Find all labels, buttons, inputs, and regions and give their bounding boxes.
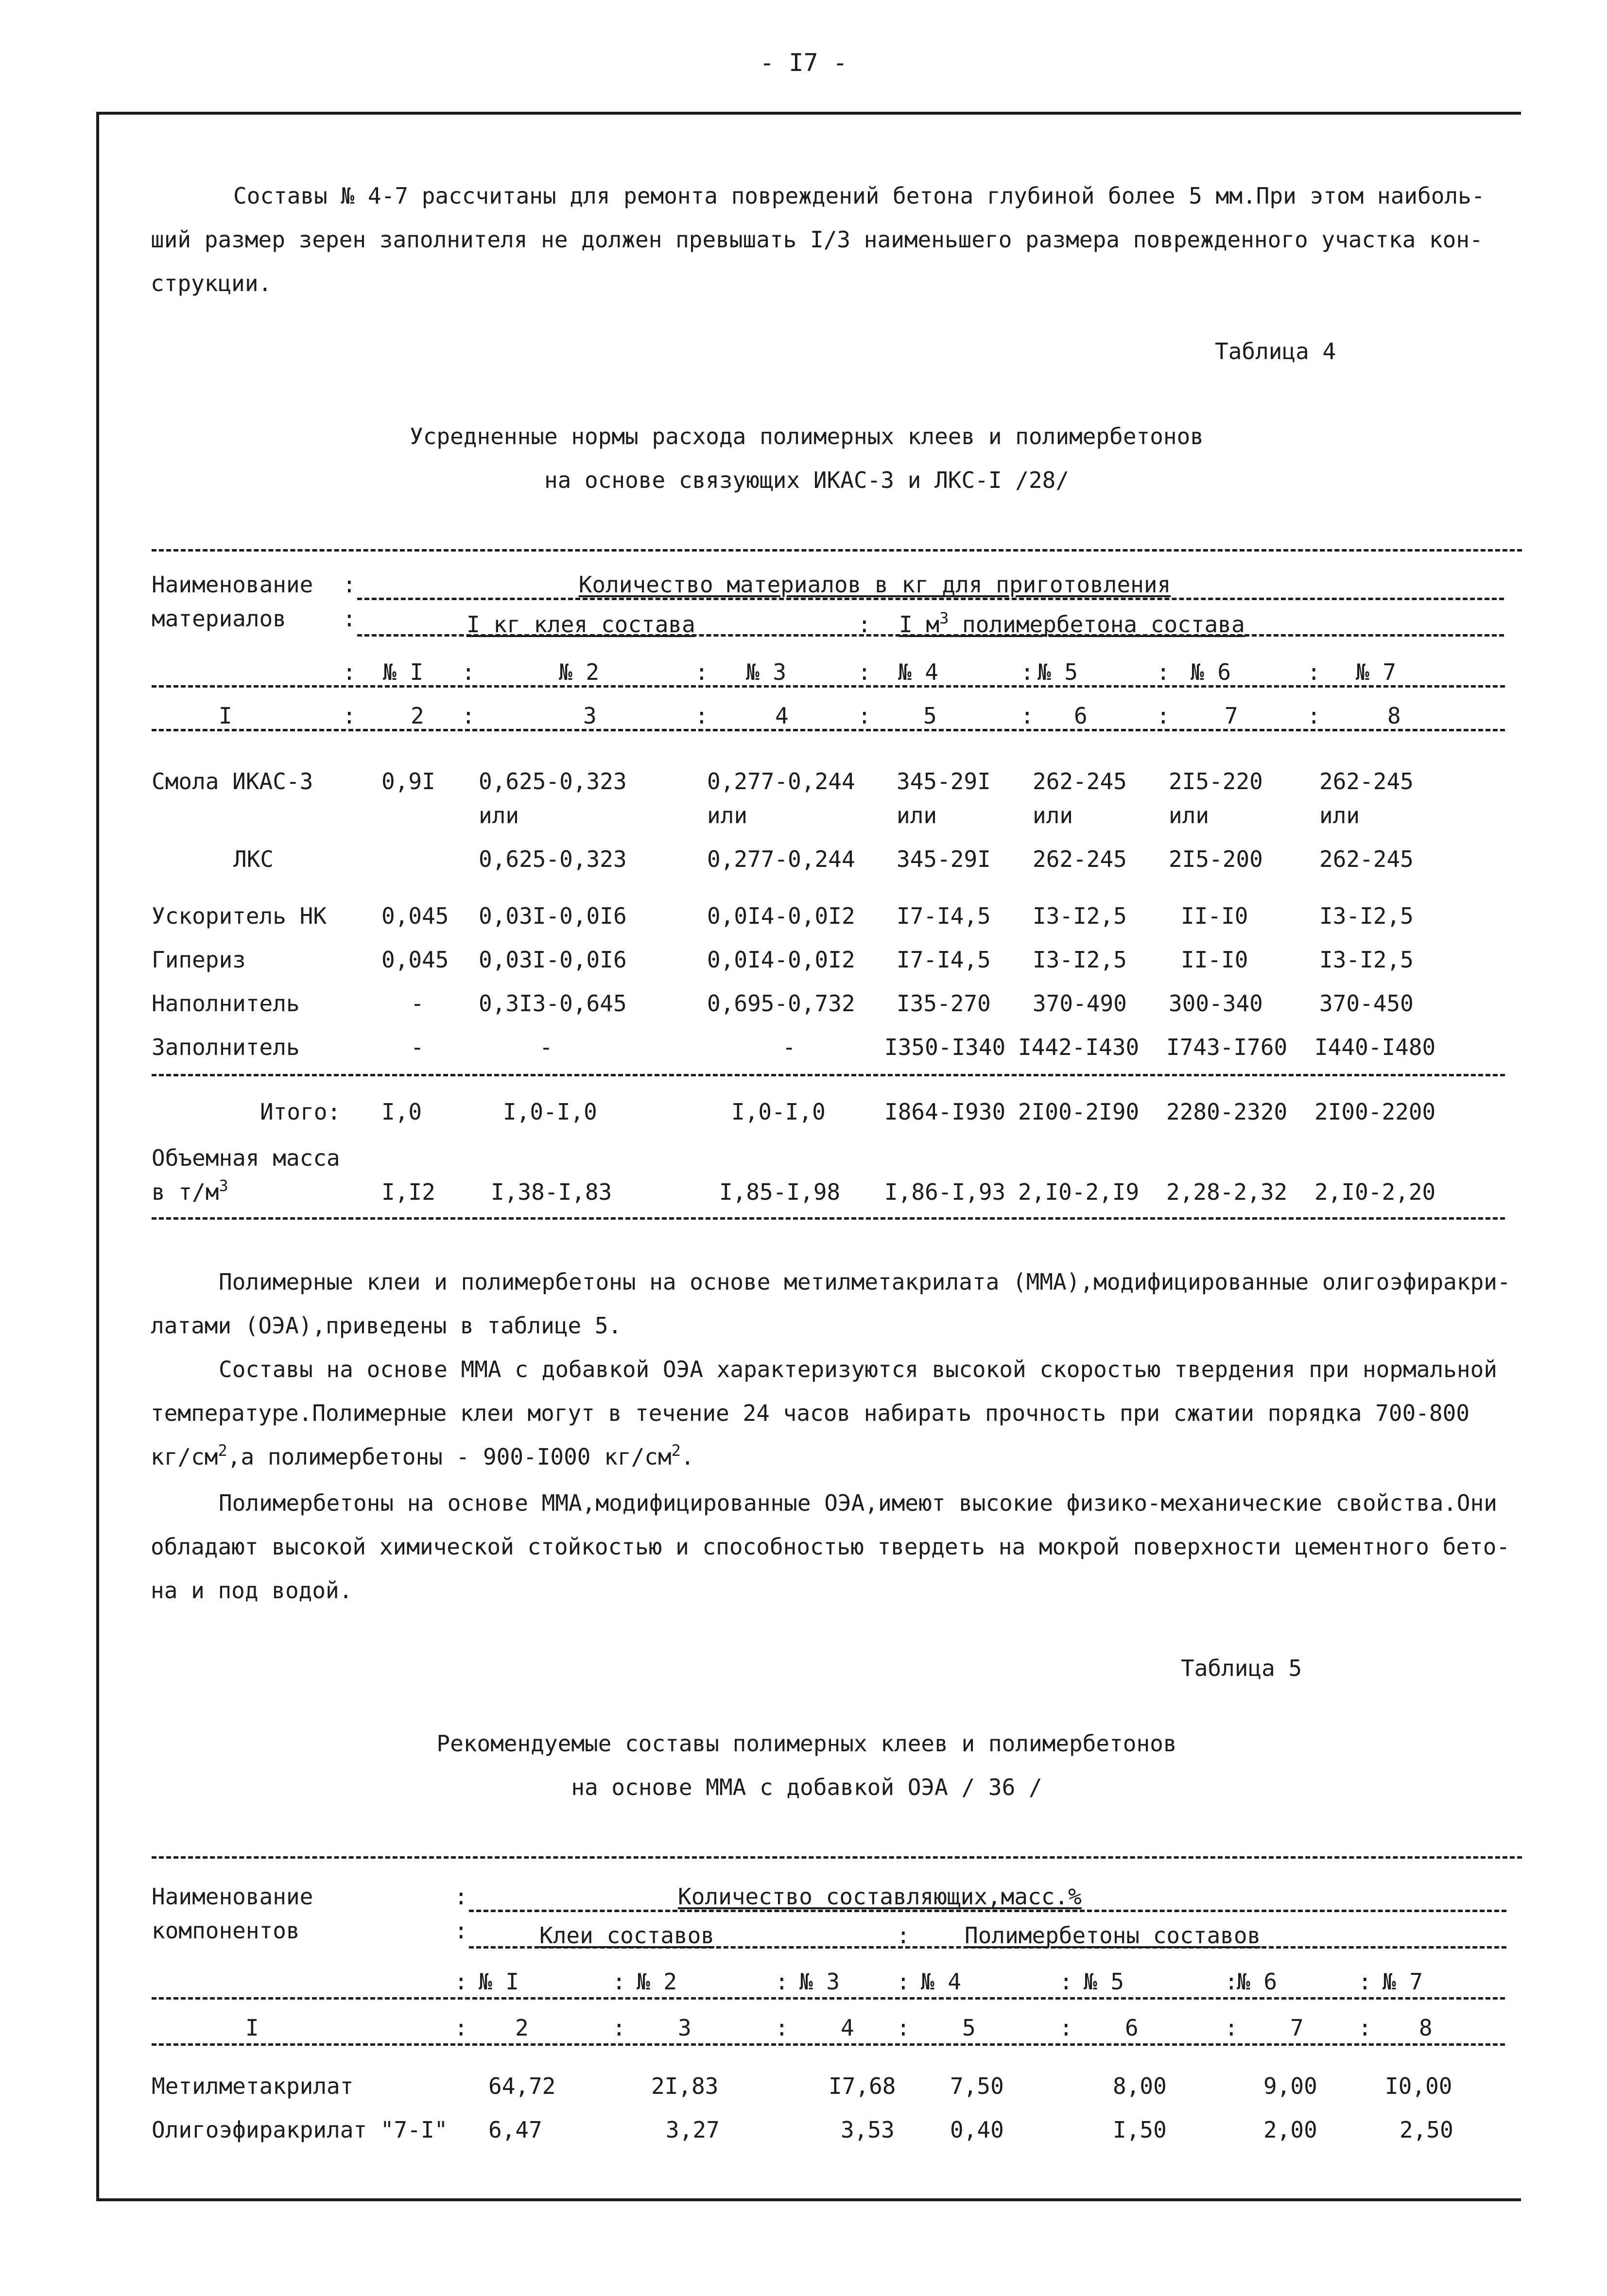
table4-cell: 0,277-0,244 [707,768,855,794]
table4-cell: 262-245 [1319,846,1414,872]
table5-row-name: Олигоэфиракрилат "7-I" [152,2117,448,2143]
table4-cell: I350-I340 [884,1034,1006,1060]
table5-cell: 6,47 [488,2117,542,2143]
table4-sep: : [858,611,871,638]
table4-cell: 262-245 [1319,768,1414,794]
table4-row-name: ЛКС [233,846,274,872]
table5-group-header: Количество составляющих,масс.% [678,1883,1082,1910]
table4-cell: - [411,1034,424,1060]
table4-title-1: Усредненные нормы расхода полимерных клеев и полимербетонов [410,423,1204,449]
table4-col-name-2: материалов [152,605,286,632]
table4-row-name: Ускоритель НК [152,903,327,929]
table4-label: Таблица 4 [1215,338,1336,364]
table4-cell: 2,I0-2,I9 [1018,1179,1140,1205]
table4-cell: 0,045 [381,947,449,973]
table5-col-name-1: Наименование [152,1883,313,1910]
table4-cell: 262-245 [1033,846,1127,872]
table5-row-name: Метилметакрилат [152,2073,354,2099]
table4-cell: I3-I2,5 [1319,947,1414,973]
table4-cell: 0,695-0,732 [707,990,855,1017]
table5-num: № I [479,1968,519,1995]
table4-row-name: Наполнитель [152,990,300,1017]
table4-cell: 2,28-2,32 [1166,1179,1288,1205]
body-p2-line-2: температуре.Полимерные клеи могут в течение 24 часов набирать прочность при сжатии порядка 700-800 [151,1400,1470,1426]
table4-sub-left: I кг клея состава [467,611,695,638]
body-p3-line-3: на и под водой. [151,1577,353,1604]
table4-cell: 2I5-220 [1169,768,1263,794]
table5-cell: 64,72 [488,2073,556,2099]
table4-index: 7 [1225,703,1238,729]
table4-cell: или [1169,802,1210,829]
table4-cell: II-I0 [1181,947,1248,973]
table4-cell: I35-270 [897,990,991,1017]
table5-cell: I7,68 [829,2073,896,2099]
table5-cell: 3,27 [666,2117,720,2143]
table4-num: № I [383,659,424,685]
table5-index-rule [152,2043,1505,2046]
table4-cell: I,85-I,98 [719,1179,841,1205]
table4-index: 6 [1074,703,1088,729]
table4-cell: или [897,802,937,829]
table5-col-name-2: компонентов [152,1917,300,1944]
table4-num: № 2 [559,659,600,685]
table4-density-label-2: в $т/м^3$ [152,1176,228,1205]
table4-cell: - [782,1034,796,1060]
table5-index: 5 [962,2015,976,2041]
table4-total-label: Итого: [260,1099,341,1125]
table4-cell: или [479,802,519,829]
intro-line-3: струкции. [151,270,272,296]
table4-sep: : [343,571,356,598]
table4-cell: 0,045 [381,903,449,929]
page-number: - I7 - [760,49,847,77]
table5-title-2: на основе ММА с добавкой ОЭА / 36 / [571,1774,1042,1800]
table4-cell: I,0 [381,1099,422,1125]
table4-cell: или [1319,802,1360,829]
table5-cell: I0,00 [1385,2073,1452,2099]
table4-cell: - [411,990,424,1017]
table5-sub-right: Полимербетоны составов [965,1922,1261,1949]
table5-index: 6 [1125,2015,1139,2041]
table5-sub-left: Клеи составов [539,1922,715,1949]
table4-cell: 2280-2320 [1166,1099,1288,1125]
table4-cell: или [1033,802,1073,829]
body-p1-line-1: Полимерные клеи и полимербетоны на основе метилметакрилата (ММА),модифицированные олигоэфиракри- [219,1269,1511,1295]
table4-top-rule [152,549,1522,552]
table4-cell: I,0-I,0 [503,1099,597,1125]
table4-bottom-rule [152,1217,1505,1220]
table5-group-rule [469,1910,1506,1912]
table4-sub-right: I $м^3$ полимербетона состава [899,609,1245,638]
table5-num: № 7 [1382,1968,1423,1995]
table4-row-name: Гипериз [152,947,246,973]
table4-sep: : [343,605,356,632]
table4-cell: 370-450 [1319,990,1414,1017]
table5-num: № 2 [637,1968,677,1995]
table4-index: 5 [923,703,937,729]
table4-cell: I,0-I,0 [731,1099,826,1125]
table4-num: № 4 [898,659,939,685]
table4-cell: I3-I2,5 [1033,947,1127,973]
table4-group-rule [357,598,1504,600]
table4-cell: I,I2 [381,1179,435,1205]
table4-title-2: на основе связующих ИКАС-3 и ЛКС-I /28/ [544,467,1070,493]
table4-row-name: Заполнитель [152,1034,300,1060]
table4-cell: 370-490 [1033,990,1127,1017]
table5-num: № 4 [921,1968,962,1995]
table5-top-rule [152,1856,1522,1859]
table5-cell: 9,00 [1263,2073,1317,2099]
table4-index: I [219,703,232,729]
table4-index: 2 [411,703,424,729]
table5-cell: I,50 [1113,2117,1167,2143]
table4-cell: - [539,1034,553,1060]
body-p2-line-3: $кг/см^2,а$ полимербетоны - 900-I000 $кг/см^2$. [151,1441,694,1470]
table5-num: № 6 [1237,1968,1278,1995]
table4-cell: I440-I480 [1314,1034,1436,1060]
table5-cell: 2,50 [1400,2117,1453,2143]
table4-group-header: Количество материалов в кг для приготовления [578,571,1171,598]
table5-num: № 3 [799,1968,840,1995]
table5-index: 3 [678,2015,691,2041]
table4-nums-rule [152,685,1505,688]
table4-cell: I3-I2,5 [1319,903,1414,929]
table4-cell: 300-340 [1169,990,1263,1017]
table5-index: 2 [515,2015,529,2041]
table5-cell: 7,50 [950,2073,1004,2099]
table5-cell: 2,00 [1263,2117,1317,2143]
table5-cell: 8,00 [1113,2073,1167,2099]
table5-nums-rule [152,1997,1505,2000]
table4-cell: 0,9I [381,768,435,794]
table5-cell: 0,40 [950,2117,1004,2143]
table4-cell: I3-I2,5 [1033,903,1127,929]
table4-cell: I864-I930 [884,1099,1006,1125]
table4-cell: 0,625-0,323 [479,846,627,872]
table4-cell: 2I00-2200 [1314,1099,1436,1125]
table5-num: № 5 [1084,1968,1124,1995]
table4-cell: 262-245 [1033,768,1127,794]
table4-num: № 7 [1356,659,1397,685]
table5-index: 8 [1419,2015,1433,2041]
table4-cell: II-I0 [1181,903,1248,929]
table4-cell: 2,I0-2,20 [1314,1179,1436,1205]
intro-line-2: ший размер зерен заполнителя не должен превышать I/3 наименьшего размера поврежденного участка кон- [151,226,1483,253]
intro-line-1: Составы № 4-7 рассчитаны для ремонта повреждений бетона глубиной более 5 мм.При этом наиболь- [233,183,1485,209]
table4-cell: I442-I430 [1018,1034,1140,1060]
table4-cell: 0,03I-0,0I6 [479,947,627,973]
table4-cell: I7-I4,5 [897,903,991,929]
body-p3-line-2: обладают высокой химической стойкостью и способностью твердеть на мокрой поверхности цементного бето- [151,1534,1510,1560]
table4-num: № 5 [1037,659,1078,685]
body-p1-line-2: латами (ОЭА),приведены в таблице 5. [151,1312,622,1339]
table4-index: 4 [775,703,789,729]
table4-cell: 2I00-2I90 [1018,1099,1140,1125]
table4-cell: 2I5-200 [1169,846,1263,872]
table4-cell: 0,0I4-0,0I2 [707,947,855,973]
table5-index: 4 [841,2015,854,2041]
body-p3-line-1: Полимербетоны на основе ММА,модифицированные ОЭА,имеют высокие физико-механические свойства.Они [219,1490,1497,1516]
table4-cell: 0,3I3-0,645 [479,990,627,1017]
table4-index: 3 [583,703,597,729]
table4-cell: 0,625-0,323 [479,768,627,794]
table5-title-1: Рекомендуемые составы полимерных клеев и полимербетонов [436,1730,1177,1757]
table4-row-name: Смола ИКАС-3 [152,768,313,794]
table4-index: 8 [1387,703,1401,729]
table4-index-rule [152,729,1505,731]
table4-num: № 3 [746,659,787,685]
table4-col-name-1: Наименование [152,571,313,598]
body-p2-line-1: Составы на основе ММА с добавкой ОЭА характеризуются высокой скоростью твердения при нормальной [219,1356,1497,1382]
table5-cell: 3,53 [841,2117,895,2143]
table4-cell: 0,0I4-0,0I2 [707,903,855,929]
table5-index: 7 [1290,2015,1304,2041]
table4-cell: или [707,802,748,829]
table4-total-rule [152,1074,1505,1076]
table4-density-label-1: Объемная масса [152,1145,340,1171]
table5-label: Таблица 5 [1181,1655,1302,1681]
table4-cell: I,86-I,93 [884,1179,1006,1205]
table4-cell: 345-29I [897,768,991,794]
table4-cell: 345-29I [897,846,991,872]
table5-cell: 2I,83 [651,2073,719,2099]
table4-cell: 0,277-0,244 [707,846,855,872]
table4-cell: 0,03I-0,0I6 [479,903,627,929]
table4-cell: I743-I760 [1166,1034,1288,1060]
table5-index: I [245,2015,259,2041]
table4-cell: I7-I4,5 [897,947,991,973]
table4-cell: I,38-I,83 [491,1179,612,1205]
table4-num: № 6 [1191,659,1231,685]
